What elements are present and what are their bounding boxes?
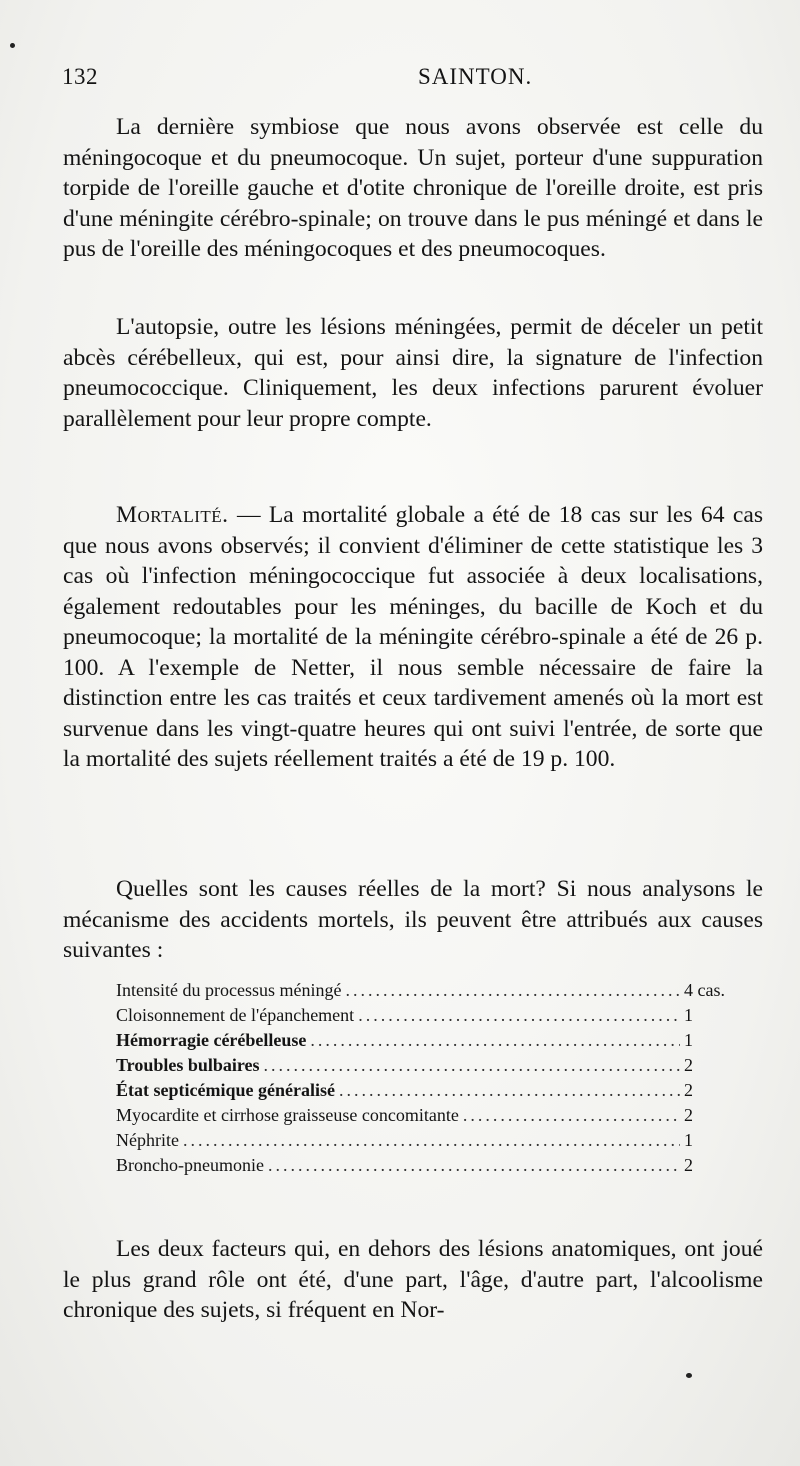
paragraph-causes-intro: Quelles sont les causes réelles de la mort? Si nous analysons le mécanisme des accidents mortels, ils peuvent être attribués aux causes suivantes : (63, 876, 763, 963)
cause-count: 4 cas. (684, 980, 725, 1000)
dot-leader (463, 1105, 680, 1126)
cause-count: 1 (684, 1005, 693, 1025)
cause-label: Broncho-pneumonie (116, 1155, 264, 1175)
dot-leader (183, 1130, 680, 1151)
cause-row (116, 1005, 740, 1030)
paragraph-autopsie: L'autopsie, outre les lésions méningées, permit de déceler un petit abcès cérébelleux, qui est, pour ainsi dire, la signature de l'infection pneumococcique. Cliniquement, les deux infections parurent évoluer parallèlement pour leur propre compte. (63, 314, 763, 432)
cause-label: Cloisonnement de l'épanchement (116, 1005, 355, 1025)
paragraph-facteurs: Les deux facteurs qui, en dehors des lésions anatomiques, ont joué le plus grand rôle ont été, d'une part, l'âge, d'autre part, l'alcoolisme chronique des sujets, si fréquent en Nor- (63, 1236, 763, 1323)
page-number: 132 (62, 64, 98, 89)
dot-leader (358, 1005, 680, 1026)
cause-label: État septicémique généralisé (116, 1080, 335, 1100)
cause-label: Néphrite (116, 1130, 179, 1150)
dot-leader (264, 1055, 680, 1076)
cause-row (116, 1105, 740, 1130)
cause-count: 2 (684, 1055, 693, 1075)
page-header (62, 64, 762, 94)
cause-row (116, 1130, 740, 1155)
cause-label: Intensité du processus méningé (116, 980, 342, 1000)
cause-row (116, 1155, 740, 1180)
causes-list (116, 980, 740, 1180)
cause-count: 1 (684, 1030, 693, 1050)
cause-count: 1 (684, 1130, 693, 1150)
running-title: SAINTON. (418, 64, 533, 89)
dot-leader (339, 1080, 680, 1101)
cause-row (116, 1055, 740, 1080)
dot-leader (310, 1030, 680, 1051)
cause-label: Myocardite et cirrhose graisseuse concomitante (116, 1105, 459, 1125)
ink-speck (10, 43, 15, 48)
cause-row (116, 980, 740, 1005)
dot-leader (345, 980, 680, 1001)
cause-label: Troubles bulbaires (116, 1055, 260, 1075)
ink-speck (686, 1373, 692, 1378)
cause-count: 2 (684, 1080, 693, 1100)
paragraph-mortalite (63, 500, 763, 775)
dot-leader (268, 1155, 680, 1176)
cause-count: 2 (684, 1155, 693, 1175)
cause-row (116, 1080, 740, 1105)
section-heading-mortalite: Mortalité. (116, 502, 229, 528)
paragraph-symbiose: La dernière symbiose que nous avons observée est celle du méningocoque et du pneumocoque. Un sujet, porteur d'une suppuration torpide de l'oreille gauche et d'otite chronique de l'oreille droite, est pris d'une méningite cérébro-spinale; on trouve dans le pus méningé et dans le pus de l'oreille des méningocoques et des pneumocoques. (63, 114, 763, 262)
paragraph-mortalite-text: — La mortalité globale a été de 18 cas sur les 64 cas que nous avons observés; il convient d'éliminer de cette statistique les 3 cas où l'infection méningococcique fut associée à deux localisations, également redoutables pour les méninges, du bacille de Koch et du pneumocoque; la mortalité de la méningite cérébro-spinale a été de 26 p. 100. A l'exemple de Netter, il nous semble nécessaire de faire la distinction entre les cas traités et ceux tardivement amenés où la mort est survenue dans les vingt-quatre heures qui ont suivi l'entrée, de sorte que la mortalité des sujets réellement traités a été de 19 p. 100. (63, 502, 763, 772)
cause-label: Hémorragie cérébelleuse (116, 1030, 307, 1050)
cause-count: 2 (684, 1105, 693, 1125)
cause-row (116, 1030, 740, 1055)
